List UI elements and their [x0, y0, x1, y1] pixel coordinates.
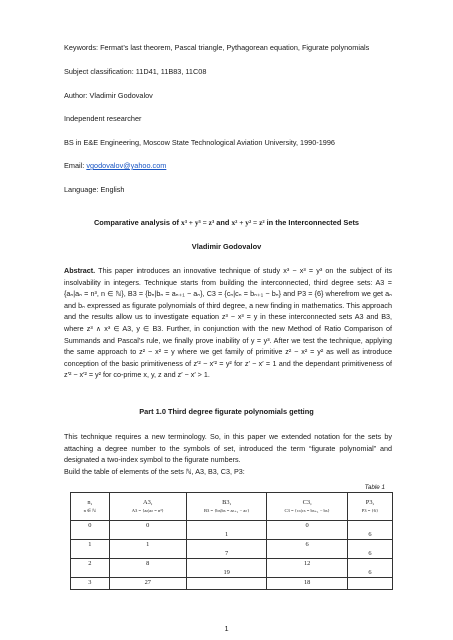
education-line: BS in E&E Engineering, Moscow State Technological Aviation University, 1990-1996 [64, 138, 335, 147]
cell-a: 8 [109, 559, 186, 578]
cell-b: 7 [186, 540, 267, 559]
title-suffix: in the Interconnected Sets [264, 218, 360, 227]
affiliation-line: Independent researcher [64, 114, 142, 123]
cell-n: 2 [71, 559, 110, 578]
header-a3: A3, A3 = {aₙ|aₙ = n³} [109, 493, 186, 521]
title-and: and [214, 218, 232, 227]
section-heading: Part 1.0 Third degree figurate polynomials getting [139, 407, 314, 416]
table-row [71, 578, 393, 590]
table-row [71, 559, 393, 578]
table-caption: Table 1 [364, 484, 385, 491]
subject-classification: Subject classification: 11D41, 11B83, 11C08 [64, 67, 207, 76]
cell-a: 1 [109, 540, 186, 559]
title-equation-square: x² + y² = z² [231, 218, 265, 227]
cell-n: 3 [71, 578, 110, 590]
abstract-label: Abstract. [64, 266, 96, 275]
keywords-line: Keywords: Fermat’s last theorem, Pascal triangle, Pythagorean equation, Figurate polynomials [64, 43, 370, 52]
abstract-text: This paper introduces an innovative technique of study x³ − x³ = y³ on the subject of its insolvability in integers. Technique starts from building the interconnected, third degree sets: A3 = {aₙ|aₙ = n³, n ∈ ℕ}, B3 = {bₙ|bₙ = aₙ₊₁ − aₙ}, C3 = {cₙ|cₙ = bₙ₊₁ − bₙ} and P3 = {6} wherefrom we get aₙ and bₙ expressed as figurate polynomials of third degree, a new finding in mathematics. This approach and the results allow us to investigate equation z³ − x³ = y in these interconnected sets A3 and B3, where z³ ∧ x³ ∈ A3, y ∈ B3. Further, in conjunction with the new Method of Ratio Comparison of Summands and Pascal’s rule, we finally prove inability of y = y³. After we test the technique, applying the same approach to z² − x² = y where we get family of primitive z² − x² = y² as well as introduce conception of the basic primitiveness of z′² − x′² = y² for z′ − x′ = 1 and the dependant primitiveness of z′² − x′² = y² for co-prime x, y, z and z′ − x′ > 1. [64, 266, 392, 380]
paper-title [0, 218, 453, 227]
cell-b: 1 [186, 521, 267, 540]
header-p3: P3, P3 = {6} [347, 493, 392, 521]
author-line: Author: Vladimir Godovalov [64, 91, 153, 100]
title-prefix: Comparative analysis of [93, 218, 182, 227]
cell-c: 18 [267, 578, 348, 590]
email-link[interactable]: vgodovalov@yahoo.com [86, 161, 167, 170]
cell-n: 0 [71, 521, 110, 540]
table-intro: Build the table of elements of the sets ℕ, A3, B3, C3, P3: [64, 467, 245, 476]
table-row [71, 521, 393, 540]
cell-a: 27 [109, 578, 186, 590]
cell-p [347, 578, 392, 590]
abstract [64, 265, 392, 381]
cell-c: 6 [267, 540, 348, 559]
page-number: 1 [224, 624, 229, 633]
email-label: Email: [64, 161, 87, 170]
cell-p: 6 [347, 540, 392, 559]
section-paragraph: This technique requires a new terminology. So, in this paper we extended notation for the sets by attaching a degree number to the symbols of set, introduced the term “figurate polynomial” and designated a two-index symbol to the figurate numbers. [64, 432, 392, 465]
cell-c: 0 [267, 521, 348, 540]
cell-a: 0 [109, 521, 186, 540]
title-equation-cubic: x³ + y³ = z³ [181, 218, 215, 227]
header-n: n, n ∈ ℕ [71, 493, 110, 521]
cell-b: 19 [186, 559, 267, 578]
cell-c: 12 [267, 559, 348, 578]
cell-p: 6 [347, 521, 392, 540]
cell-b [186, 578, 267, 590]
header-c3: C3, C3 = {cₙ|cₙ = bₙ₊₁ − bₙ} [267, 493, 348, 521]
cell-n: 1 [71, 540, 110, 559]
table-header-row [71, 493, 393, 521]
email-line [64, 161, 166, 170]
sets-table [70, 492, 393, 590]
paper-author: Vladimir Godovalov [191, 242, 262, 251]
cell-p: 6 [347, 559, 392, 578]
header-b3: B3, B3 = {bₙ|bₙ = aₙ₊₁ − aₙ} [186, 493, 267, 521]
language-line: Language: English [64, 185, 125, 194]
table-row [71, 540, 393, 559]
